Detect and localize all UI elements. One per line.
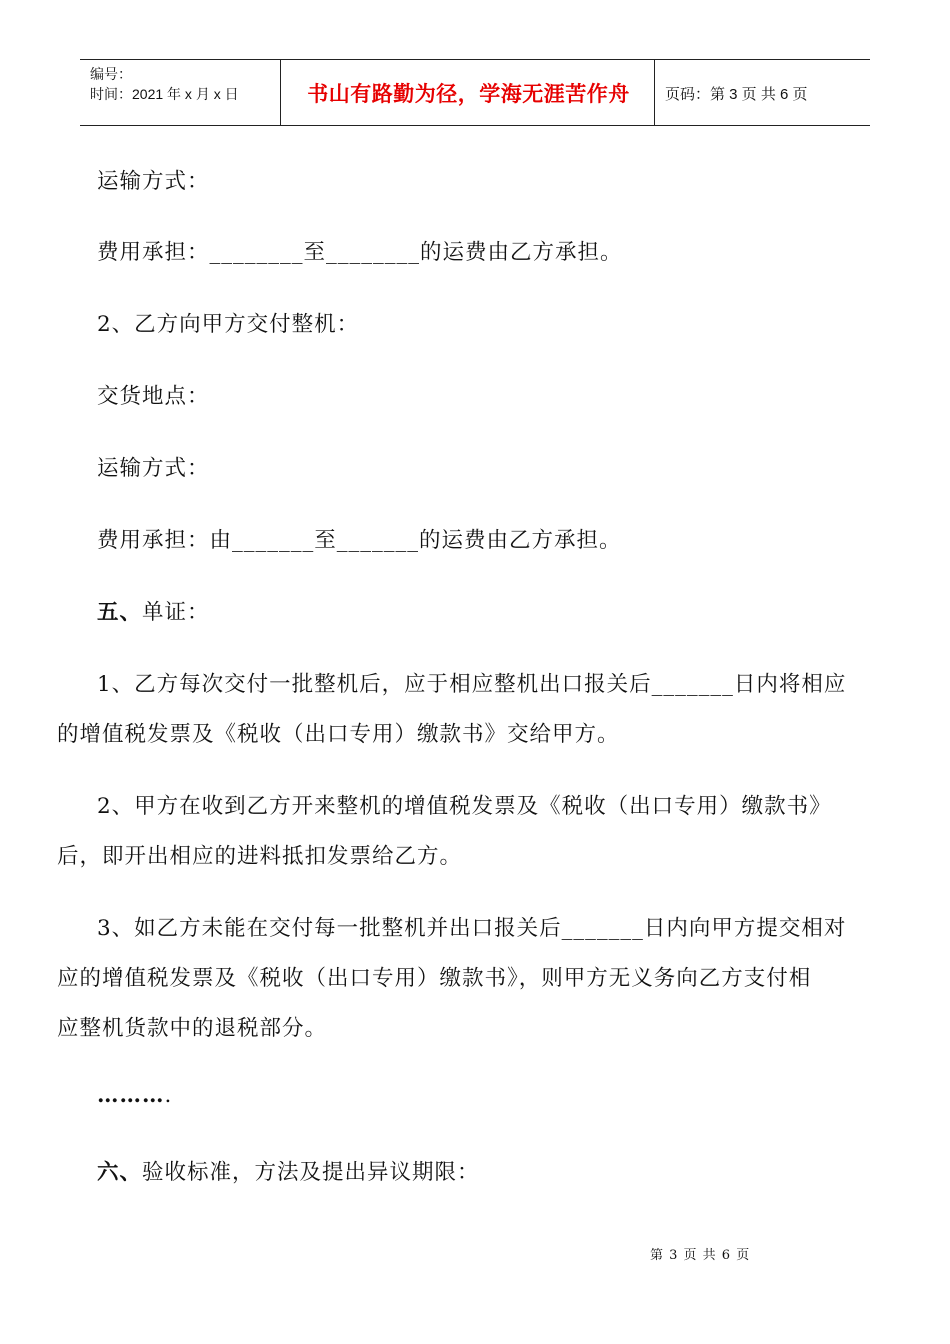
ellipsis: ………: [97, 1083, 165, 1108]
body-line: 2、甲方在收到乙方开来整机的增值税发票及《税收（出口专用）缴款书》: [97, 794, 832, 819]
header-page-info: 页码：第 3 页 共 6 页: [665, 85, 808, 103]
ellipsis-line: [97, 1083, 172, 1108]
page-footer: 第 3 页 共 6 页: [650, 1248, 751, 1263]
section-title: 单证：: [142, 600, 210, 625]
body-line: 运输方式：: [97, 456, 210, 481]
body-line: 运输方式：: [97, 169, 210, 194]
header-meta: [90, 64, 239, 104]
document-date: 时间：2021 年 x 月 x 日: [90, 86, 239, 102]
body-line: 交货地点：: [97, 384, 210, 409]
section-heading: [97, 1155, 480, 1186]
section-number: 六、: [97, 1160, 143, 1185]
document-number-label: 编号：: [90, 66, 132, 82]
body-line: 费用承担：________至________的运费由乙方承担。: [97, 240, 623, 265]
ellipsis-period: .: [164, 1083, 173, 1108]
body-line: 的增值税发票及《税收（出口专用）缴款书》交给甲方。: [57, 722, 620, 747]
body-line: 应的增值税发票及《税收（出口专用）缴款书》，则甲方无义务向乙方支付相: [57, 966, 812, 991]
document-header: [80, 59, 870, 126]
section-number: 五、: [97, 600, 143, 625]
header-motto: 书山有路勤为径，学海无涯苦作舟: [307, 82, 630, 106]
body-line: 1、乙方每次交付一批整机后，应于相应整机出口报关后_______日内将相应: [97, 672, 847, 697]
body-line: 应整机货款中的退税部分。: [57, 1016, 328, 1041]
body-line: 后，即开出相应的进料抵扣发票给乙方。: [57, 844, 463, 869]
body-line: 2、乙方向甲方交付整机：: [97, 312, 360, 337]
body-line: 费用承担：由_______至_______的运费由乙方承担。: [97, 528, 622, 553]
section-title: 验收标准，方法及提出异议期限：: [142, 1160, 480, 1185]
header-divider: [280, 60, 281, 126]
header-divider: [654, 60, 655, 126]
body-line: 3、如乙方未能在交付每一批整机并出口报关后_______日内向甲方提交相对: [97, 916, 847, 941]
section-heading: [97, 595, 210, 626]
